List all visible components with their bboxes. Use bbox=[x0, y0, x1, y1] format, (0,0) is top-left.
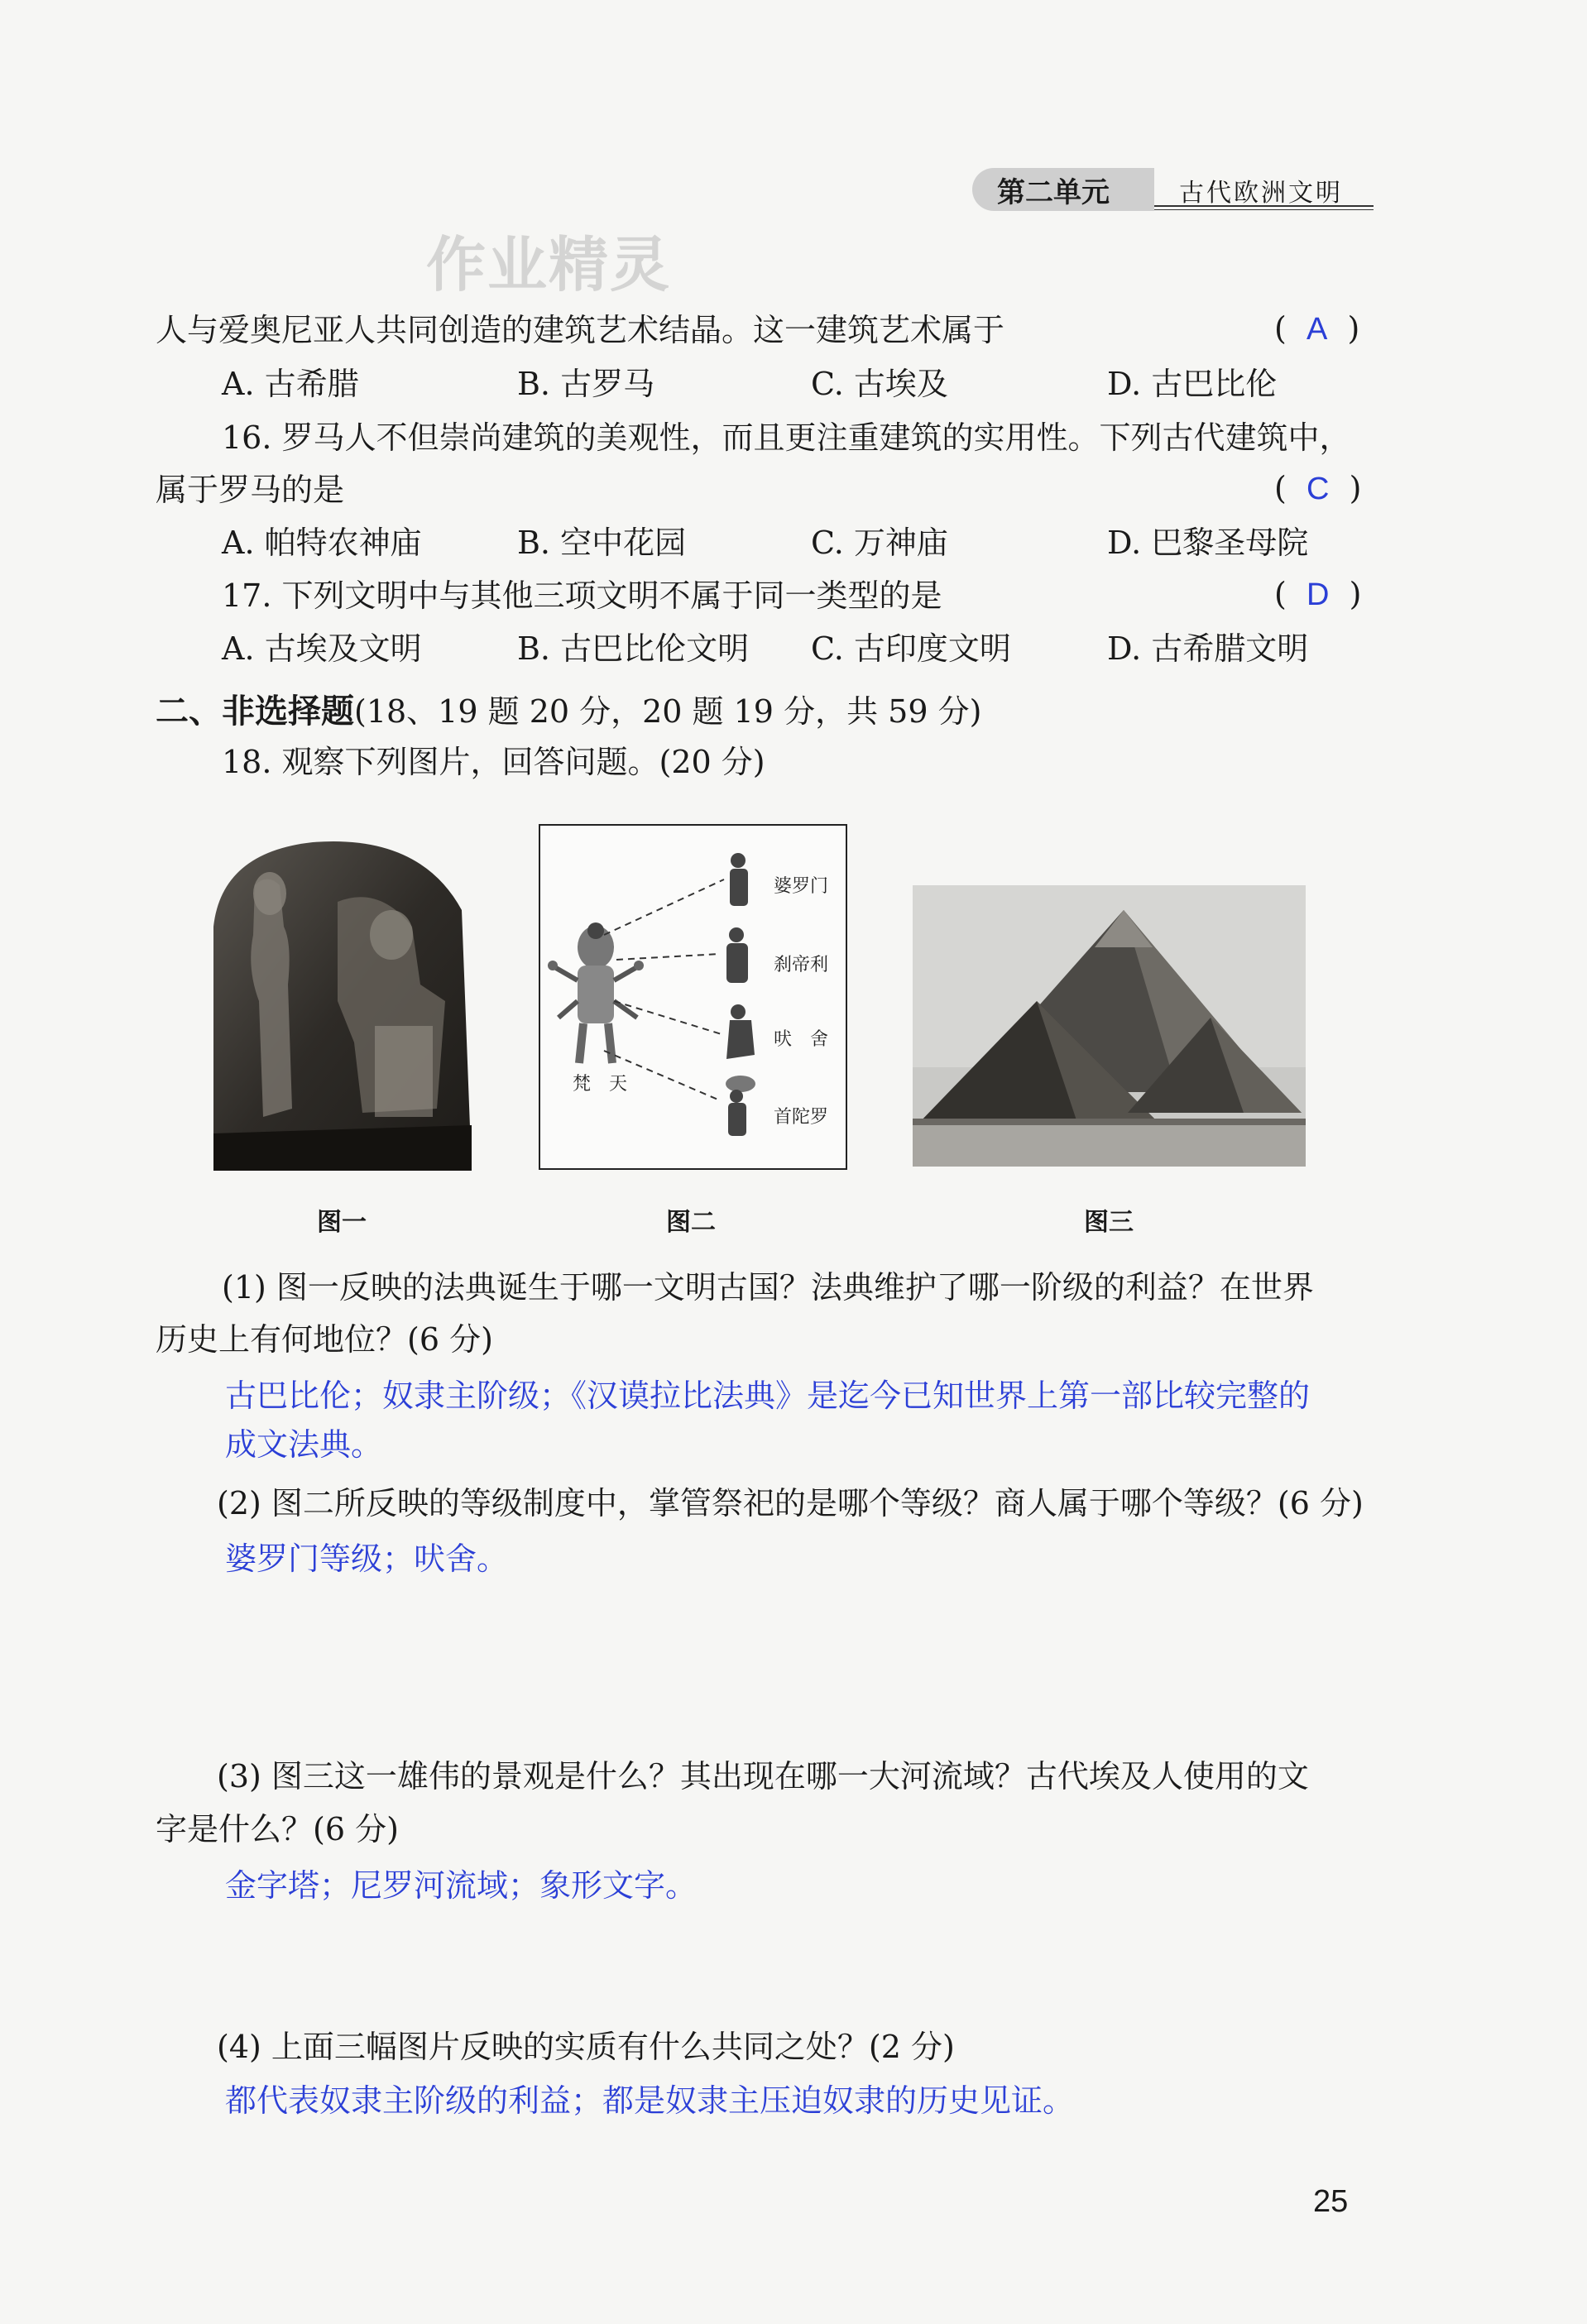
q15-option-c: C. 古埃及 bbox=[811, 366, 948, 402]
label-vaishya: 吠 舍 bbox=[774, 1029, 829, 1050]
q16-line2: 属于罗马的是 bbox=[156, 472, 345, 508]
label-shudra: 首陀罗 bbox=[774, 1107, 829, 1128]
q15-option-b: B. 古罗马 bbox=[517, 366, 655, 402]
q18-p2: (2) 图二所反映的等级制度中，掌管祭祀的是哪个等级？商人属于哪个等级？(6 分) bbox=[217, 1485, 1364, 1521]
q18-answer3: 金字塔；尼罗河流域；象形文字。 bbox=[225, 1867, 698, 1904]
q18-answer2: 婆罗门等级；吠舍。 bbox=[225, 1541, 509, 1577]
q16-line1: 16. 罗马人不但崇尚建筑的美观性，而且更注重建筑的实用性。下列古代建筑中， bbox=[222, 419, 1351, 456]
unit-title: 古代欧洲文明 bbox=[1179, 179, 1343, 208]
label-brahmin: 婆罗门 bbox=[774, 876, 829, 897]
q18-p4: (4) 上面三幅图片反映的实质有什么共同之处？(2 分) bbox=[217, 2029, 955, 2065]
caption-figure1: 图一 bbox=[317, 1208, 367, 1237]
q15-text: 人与爱奥尼亚人共同创造的建筑艺术结晶。这一建筑艺术属于 bbox=[156, 312, 1005, 348]
q17-text: 17. 下列文明中与其他三项文明不属于同一类型的是 bbox=[222, 577, 942, 614]
unit-label: 第二单元 bbox=[997, 176, 1110, 209]
q17-answer-mark: ( D ) bbox=[1274, 576, 1362, 612]
q18-answer1-line2: 成文法典。 bbox=[225, 1426, 383, 1463]
caption-figure3: 图三 bbox=[1084, 1208, 1134, 1237]
q15-answer: A bbox=[1307, 312, 1328, 347]
q17-option-c: C. 古印度文明 bbox=[811, 630, 1011, 667]
q17-option-b: B. 古巴比伦文明 bbox=[517, 630, 750, 667]
section2-title: 二、非选择题 bbox=[156, 692, 354, 731]
watermark: 作业精灵 bbox=[426, 230, 672, 299]
label-brahma: 梵 天 bbox=[573, 1074, 628, 1095]
q16-answer-mark: ( C ) bbox=[1274, 470, 1362, 506]
header-rule bbox=[1154, 205, 1374, 210]
figure2-caste-diagram bbox=[538, 823, 848, 1171]
page-number: 25 bbox=[1313, 2184, 1349, 2219]
section2-note: (18、19 题 20 分，20 题 19 分，共 59 分) bbox=[354, 693, 982, 730]
q18-answer4: 都代表奴隶主阶级的利益；都是奴隶主压迫奴隶的历史见证。 bbox=[225, 2082, 1075, 2119]
q15-option-d: D. 古巴比伦 bbox=[1107, 366, 1278, 402]
q17-option-a: A. 古埃及文明 bbox=[222, 630, 422, 667]
q17-option-d: D. 古希腊文明 bbox=[1107, 630, 1309, 667]
caption-figure2: 图二 bbox=[666, 1208, 716, 1237]
q15-option-a: A. 古希腊 bbox=[222, 366, 359, 402]
figure3-pyramids-photo bbox=[913, 885, 1306, 1167]
figure1-stele-image bbox=[213, 836, 472, 1171]
q18-p1-line1: (1) 图一反映的法典诞生于哪一文明古国？法典维护了哪一阶级的利益？在世界 bbox=[222, 1269, 1314, 1306]
q18-p1-line2: 历史上有何地位？(6 分) bbox=[156, 1321, 493, 1358]
q16-option-c: C. 万神庙 bbox=[811, 525, 948, 561]
q18-p3-line1: (3) 图三这一雄伟的景观是什么？其出现在哪一大河流域？古代埃及人使用的文 bbox=[217, 1758, 1309, 1795]
q16-option-a: A. 帕特农神庙 bbox=[222, 525, 422, 561]
q16-option-b: B. 空中花园 bbox=[517, 525, 687, 561]
q17-answer: D bbox=[1307, 577, 1330, 612]
q15-answer-mark: ( A ) bbox=[1274, 310, 1360, 347]
section2-heading bbox=[156, 685, 981, 732]
label-kshatriya: 刹帝利 bbox=[774, 955, 829, 975]
q16-answer: C bbox=[1307, 472, 1330, 506]
q18-stem: 18. 观察下列图片，回答问题。(20 分) bbox=[222, 744, 765, 780]
q18-p3-line2: 字是什么？(6 分) bbox=[156, 1811, 399, 1847]
q16-option-d: D. 巴黎圣母院 bbox=[1107, 525, 1309, 561]
q18-answer1-line1: 古巴比伦；奴隶主阶级；《汉谟拉比法典》是迄今已知世界上第一部比较完整的 bbox=[225, 1378, 1311, 1414]
